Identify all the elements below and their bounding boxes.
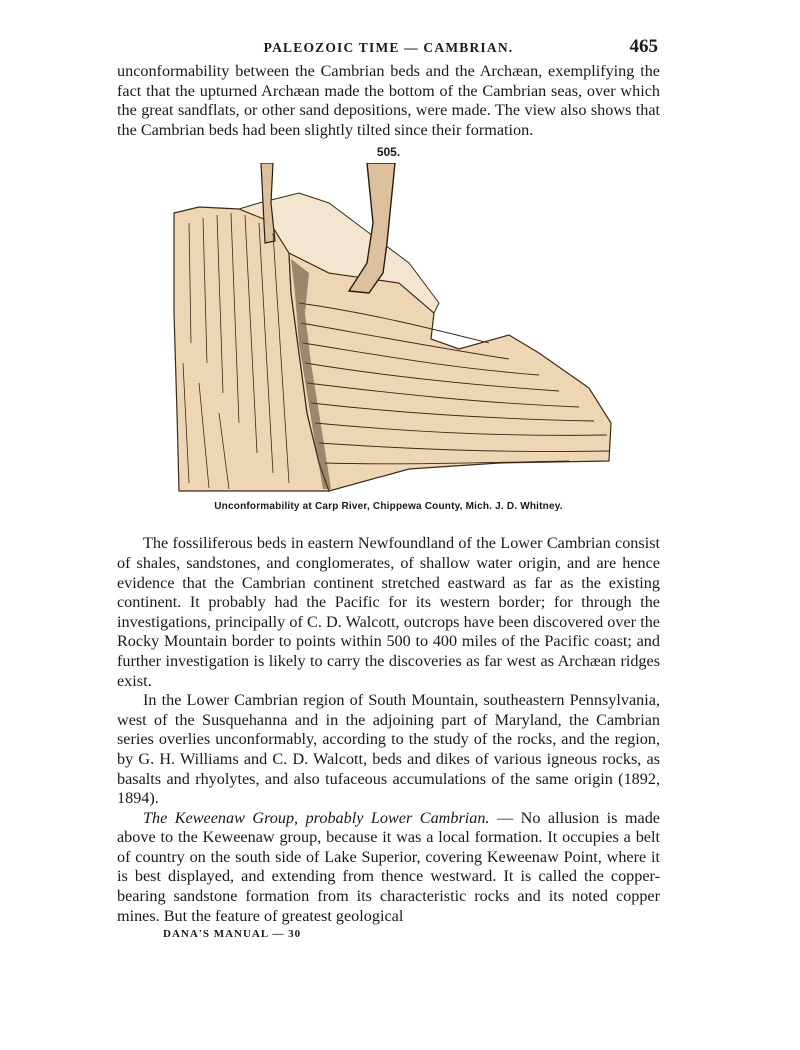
unconformity-engraving (169, 163, 613, 493)
paragraph-newfoundland: The fossiliferous beds in eastern Newfoundland of the Lower Cambrian consist of shales, sandstones, and conglomerates, of shallow water origin, and are hence evidence that the Cambrian continent stretched eastward as far as the existing continent. It probably had the Pacific for its western border; for through the investigations, principally of C. D. Walcott, outcrops have been discovered over the Rocky Mountain border to points within 500 to 400 miles of the Pacific coast; and further investigation is likely to carry the discoveries as far west as Archæan ridges exist. (117, 534, 660, 690)
figure-number: 505. (376, 145, 401, 160)
paragraph-south-mountain: In the Lower Cambrian region of South Mountain, southeastern Pennsylvania, west of the Susquehanna and in the adjoining part of Maryland, the Cambrian series overlies unconformably, according to the study of the rocks, and the region, by G. H. Williams and C. D. Walcott, beds and dikes of various igneous rocks, as basalts and rhyolytes, and also tufaceous accumulations of the same origin (1892, 1894). (117, 691, 660, 808)
keweenaw-heading: The Keweenaw Group, probably Lower Cambrian. (143, 808, 490, 827)
running-title: PALEOZOIC TIME — CAMBRIAN. (263, 40, 514, 55)
running-head (117, 36, 660, 62)
signature-mark: DANA'S MANUAL — 30 (163, 928, 302, 941)
figure-caption: Unconformability at Carp River, Chippewa County, Mich. J. D. Whitney. (214, 501, 563, 513)
figure-illustration (117, 163, 660, 493)
intro-paragraph: unconformability between the Cambrian beds and the Archæan, exemplifying the fact that the upturned Archæan made the bottom of the Cambrian seas, over which the great sandflats, or other sand depositions, were made. The view also shows that the Cambrian beds had been slightly tilted since their formation. (117, 62, 660, 139)
cambrian-beds (289, 253, 611, 491)
book-page (117, 36, 660, 940)
keweenaw-body: No allusion is made above to the Keweenaw group, because it was a local formation. It occupies a belt of country on the south side of Lake Superior, covering Keweenaw Point, where it is best displayed, and extending from thence westward. It is called the copper-bearing sandstone formation from its characteristic rocks and its noted copper mines. But the feature of greatest geological (117, 808, 660, 925)
paragraph-keweenaw (117, 809, 660, 927)
page-number: 465 (629, 36, 658, 57)
keweenaw-dash: — (489, 808, 521, 827)
